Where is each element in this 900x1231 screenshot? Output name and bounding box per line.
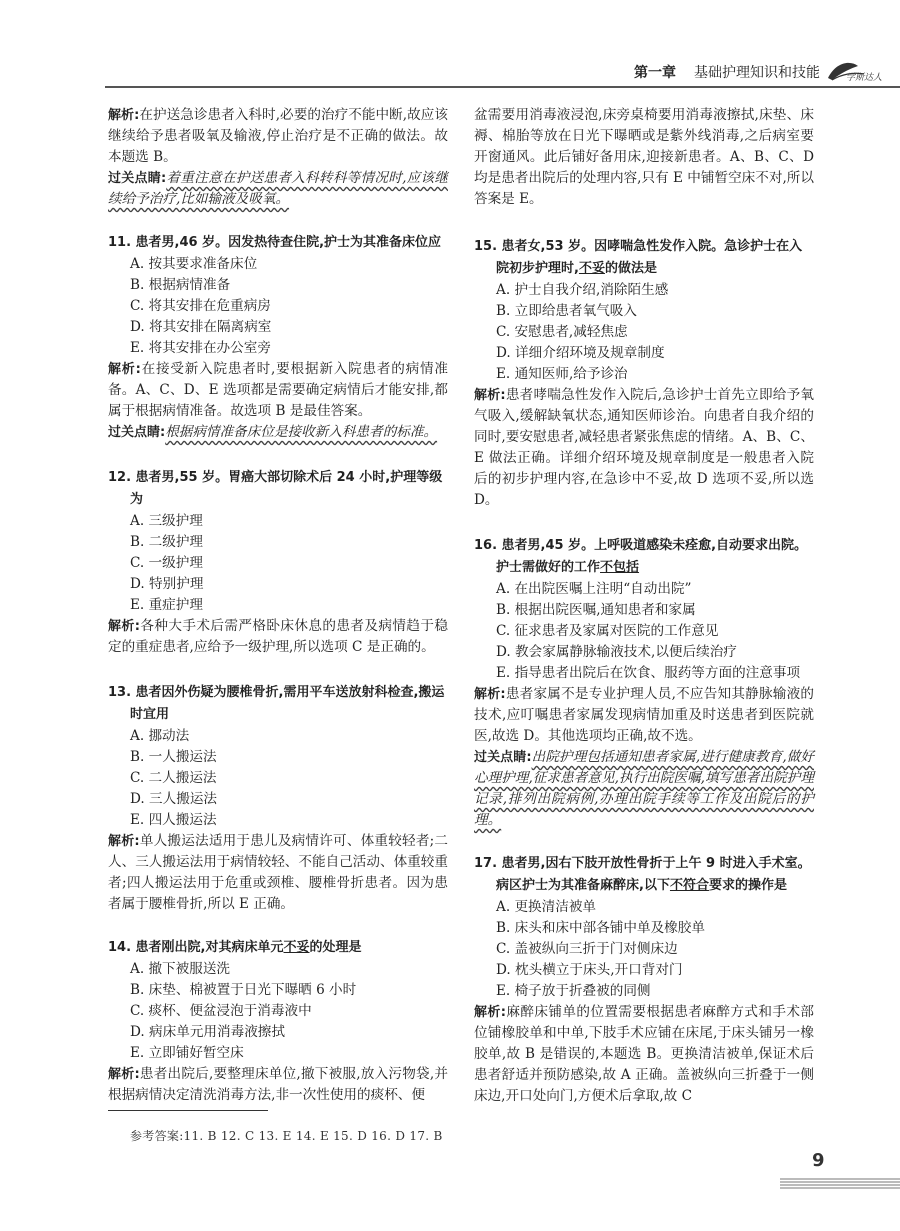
- question-title: 16. 患者男,45 岁。上呼吸道感染未痊愈,自动要求出院。护士需做好的工作不包括: [474, 538, 808, 575]
- option: C. 将其安排在危重病房: [130, 298, 271, 314]
- footnote-rule: [108, 1110, 268, 1111]
- option: E. 立即铺好暂空床: [130, 1045, 244, 1061]
- option: B. 二级护理: [130, 534, 204, 550]
- corner-stripes: [780, 1178, 900, 1192]
- option: B. 床头和床中部各铺中单及橡胶单: [496, 920, 705, 936]
- analysis-block: 解析:麻醉床铺单的位置需要根据患者麻醉方式和手术部位铺橡胶单和中单,下肢手术应铺在床尾,于床头铺另一橡胶单,故 B 是错误的,本题选 B。更换清洁被单,保证术后患者舒适并预防感染,故 A 正确。盖被纵向三折叠于一侧床边,开口处向门,方便术后拿取,故 C: [474, 1004, 814, 1104]
- option: B. 一人搬运法: [130, 749, 217, 765]
- option: C. 安慰患者,减轻焦虑: [496, 324, 628, 340]
- page-number: 9: [812, 1150, 825, 1171]
- option: B. 根据出院医嘱,通知患者和家属: [496, 602, 696, 618]
- option: B. 立即给患者氧气吸入: [496, 303, 637, 319]
- question-title: 17. 患者男,因右下肢开放性骨折于上午 9 时进入手术室。病区护士为其准备麻醉床,以下不符合要求的操作是: [474, 856, 811, 893]
- option: D. 枕头横立于床头,开口背对门: [496, 962, 683, 978]
- header-title: [634, 62, 820, 82]
- tip-block: 过关点睛:出院护理包括通知患者家属,进行健康教育,做好心理护理,征求患者意见,执行出院医嘱,填写患者出院护理记录,排列出院病例,办理出院手续等工作及出院后的护理。: [474, 749, 815, 828]
- right-column: [474, 105, 814, 1107]
- question-12: [108, 467, 448, 658]
- question-11: [108, 232, 448, 443]
- option: C. 征求患者及家属对医院的工作意见: [496, 623, 719, 639]
- option: C. 痰杯、便盆浸泡于消毒液中: [130, 1003, 312, 1019]
- question-title: 11. 患者男,46 岁。因发热待查住院,护士为其准备床位应: [108, 235, 442, 250]
- option: A. 三级护理: [130, 513, 203, 529]
- option: A. 撤下被服送洗: [130, 961, 231, 977]
- option: C. 一级护理: [130, 555, 203, 571]
- option: A. 更换清洁被单: [496, 899, 597, 915]
- page-header: [0, 58, 900, 88]
- analysis-block: 解析:患者哮喘急性发作入院后,急诊护士首先立即给予氧气吸入,缓解缺氧状态,通知医师诊治。向患者自我介绍的同时,要安慰患者,减轻患者紧张焦虑的情绪。A、B、C、E 做法正确。详细介绍环境及规章制度是一般患者入院后的初步护理内容,在急诊中不妥,故 D 选项不妥,所以选 D。: [474, 387, 814, 508]
- option: E. 通知医师,给予诊治: [496, 366, 628, 382]
- tip-block: 过关点睛:根据病情准备床位是接收新入科患者的标准。: [108, 424, 438, 440]
- header-rule: [105, 86, 900, 88]
- chapter-title: 基础护理知识和技能: [694, 65, 820, 81]
- question-title: 15. 患者女,53 岁。因哮喘急性发作入院。急诊护士在入院初步护理时,不妥的做法是: [474, 239, 803, 276]
- option: D. 特别护理: [130, 576, 204, 592]
- analysis-block: 解析:各种大手术后需严格卧床休息的患者及病情趋于稳定的重症患者,应给予一级护理,所以选项 C 是正确的。: [108, 618, 448, 655]
- question-16: [474, 535, 814, 831]
- svg-text:学斯达人: 学斯达人: [846, 73, 883, 83]
- option: E. 四人搬运法: [130, 812, 217, 828]
- option: D. 详细介绍环境及规章制度: [496, 345, 665, 361]
- option: B. 床垫、棉被置于日光下曝晒 6 小时: [130, 982, 357, 998]
- option: C. 盖被纵向三折于门对侧床边: [496, 941, 678, 957]
- option: D. 教会家属静脉输液技术,以便后续治疗: [496, 644, 737, 660]
- option: A. 护士自我介绍,消除陌生感: [496, 282, 669, 298]
- option: B. 根据病情准备: [130, 277, 231, 293]
- question-14: [108, 937, 448, 1106]
- option: E. 将其安排在办公室旁: [130, 340, 271, 356]
- option: A. 挪动法: [130, 728, 190, 744]
- option: D. 病床单元用消毒液擦拭: [130, 1024, 285, 1040]
- question-15: [474, 236, 814, 511]
- analysis-block: 解析:单人搬运法适用于患儿及病情许可、体重较轻者;二人、三人搬运法用于病情较轻、不能自己活动、体重较重者;四人搬运法用于危重或颈椎、腰椎骨折患者。因为患者属于腰椎骨折,所以 E 正确。: [108, 833, 448, 912]
- option: E. 椅子放于折叠被的同侧: [496, 983, 651, 999]
- analysis-block: 解析:患者出院后,要整理床单位,撤下被服,放入污物袋,并根据病情决定清洗消毒方法,非一次性使用的痰杯、便: [108, 1066, 448, 1103]
- answer-key: 参考答案:11. B 12. C 13. E 14. E 15. D 16. D 17. B: [130, 1129, 443, 1143]
- question-13: [108, 682, 448, 915]
- question-title: 12. 患者男,55 岁。胃癌大部切除术后 24 小时,护理等级为: [108, 470, 443, 507]
- option: A. 在出院医嘱上注明“自动出院”: [496, 581, 692, 597]
- option: A. 按其要求准备床位: [130, 256, 258, 272]
- question-title: 13. 患者因外伤疑为腰椎骨折,需用平车送放射科检查,搬运时宜用: [108, 685, 445, 722]
- analysis-block: 解析:在接受新入院患者时,要根据新入院患者的病情准备。A、C、D、E 选项都是需要确定病情后才能安排,都属于根据病情准备。故选项 B 是最佳答案。: [108, 361, 449, 419]
- option: D. 将其安排在隔离病室: [130, 319, 272, 335]
- chapter-label: 第一章: [634, 65, 676, 81]
- left-column: [108, 105, 448, 1106]
- question-title: 14. 患者刚出院,对其病床单元不妥的处理是: [108, 940, 362, 955]
- brand-logo: [824, 58, 883, 84]
- analysis-block: 解析:患者家属不是专业护理人员,不应告知其静脉输液的技术,应叮嘱患者家属发现病情加重及时送患者到医院就医,故选 D。其他选项均正确,故不选。: [474, 686, 814, 744]
- analysis-block: 解析:在护送急诊患者入科时,必要的治疗不能中断,故应该继续给予患者吸氧及输液,停止治疗是不正确的做法。故本题选 B。: [108, 107, 449, 165]
- option: E. 指导患者出院后在饮食、服药等方面的注意事项: [496, 665, 801, 681]
- question-17: [474, 853, 814, 1107]
- tip-block: 过关点睛:着重注意在护送患者入科转科等情况时,应该继续给予治疗,比如输液及吸氧。: [108, 170, 448, 207]
- option: C. 二人搬运法: [130, 770, 217, 786]
- option: E. 重症护理: [130, 597, 203, 613]
- option: D. 三人搬运法: [130, 791, 218, 807]
- analysis-continuation: 盆需要用消毒液浸泡,床旁桌椅要用消毒液擦拭,床垫、床褥、棉胎等放在日光下曝晒或是紫外线消毒,之后病室要开窗通风。此后铺好备用床,迎接新患者。A、B、C、D 均是患者出院后的处理内容,只有 E 中铺暂空床不对,所以答案是 E。: [474, 107, 814, 207]
